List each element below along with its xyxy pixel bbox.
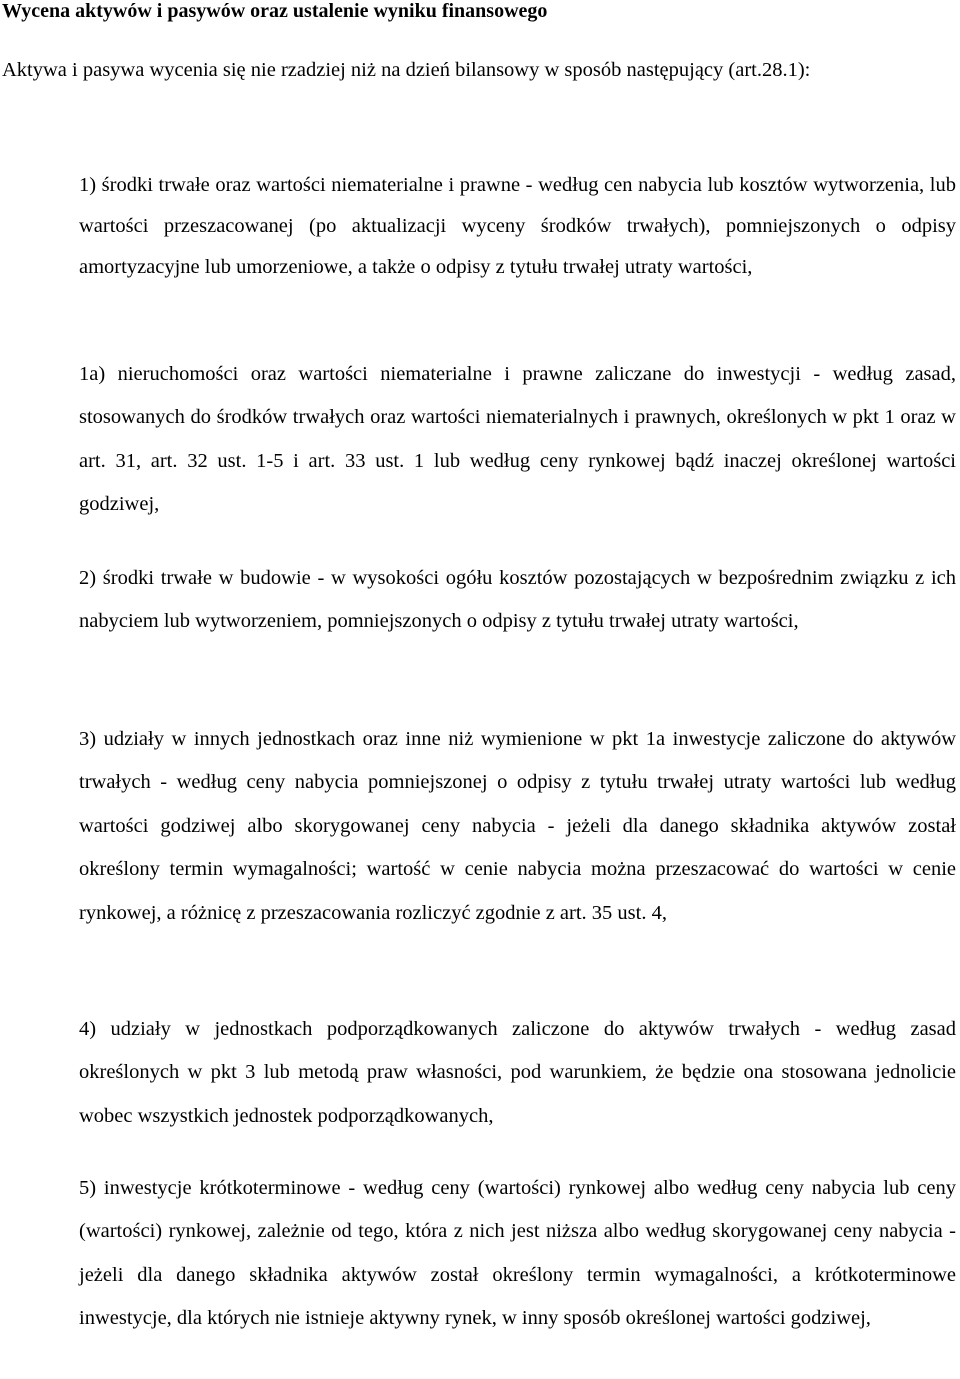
list-item-3: 3) udziały w innych jednostkach oraz inne niż wymienione w pkt 1a inwestycje zaliczone do aktywów trwałych - według ceny nabycia pomniejszonej o odpisy z tytułu trwałej utraty wartości lub według wartości godziwej albo skorygowanej ceny nabycia - jeżeli dla danego składnika aktywów został określony termin wymagalności; wartość w cenie nabycia można przeszacować do wartości w cenie rynkowej, a różnicę z przeszacowania rozliczyć zgodnie z art. 35 ust. 4, [79, 728, 956, 924]
list-item-1: 1) środki trwałe oraz wartości niematerialne i prawne - według cen nabycia lub kosztów wytworzenia, lub wartości przeszacowanej (po aktualizacji wyceny środków trwałych), pomniejszonych o odpisy amortyzacyjne lub umorzeniowe, a także o odpisy z tytułu trwałej utraty wartości, [79, 174, 956, 279]
list-item-1a: 1a) nieruchomości oraz wartości niematerialne i prawne zaliczane do inwestycji - według zasad, stosowanych do środków trwałych oraz wartości niematerialnych i prawnych, określonych w pkt 1 oraz w art. 31, art. 32 ust. 1-5 i art. 33 ust. 1 lub według ceny rynkowej bądź inaczej określonej wartości godziwej, [79, 363, 956, 516]
intro-paragraph: Aktywa i pasywa wycenia się nie rzadziej niż na dzień bilansowy w sposób następujący (art.28.1): [2, 59, 811, 81]
list-item-5: 5) inwestycje krótkoterminowe - według ceny (wartości) rynkowej albo według ceny nabycia lub ceny (wartości) rynkowej, zależnie od tego, która z nich jest niższa albo według skorygowanej ceny nabycia - jeżeli dla danego składnika aktywów został określony termin wymagalności, a krótkoterminowe inwestycje, dla których nie istnieje aktywny rynek, w inny sposób określonej wartości godziwej, [79, 1177, 956, 1330]
list-item-2: 2) środki trwałe w budowie - w wysokości ogółu kosztów pozostających w bezpośrednim związku z ich nabyciem lub wytworzeniem, pomniejszonych o odpisy z tytułu trwałej utraty wartości, [79, 567, 956, 633]
list-item-4: 4) udziały w jednostkach podporządkowanych zaliczone do aktywów trwałych - według zasad określonych w pkt 3 lub metodą praw własności, pod warunkiem, że będzie ona stosowana jednolicie wobec wszystkich jednostek podporządkowanych, [79, 1018, 956, 1127]
document-title: Wycena aktywów i pasywów oraz ustalenie wyniku finansowego [2, 0, 548, 22]
